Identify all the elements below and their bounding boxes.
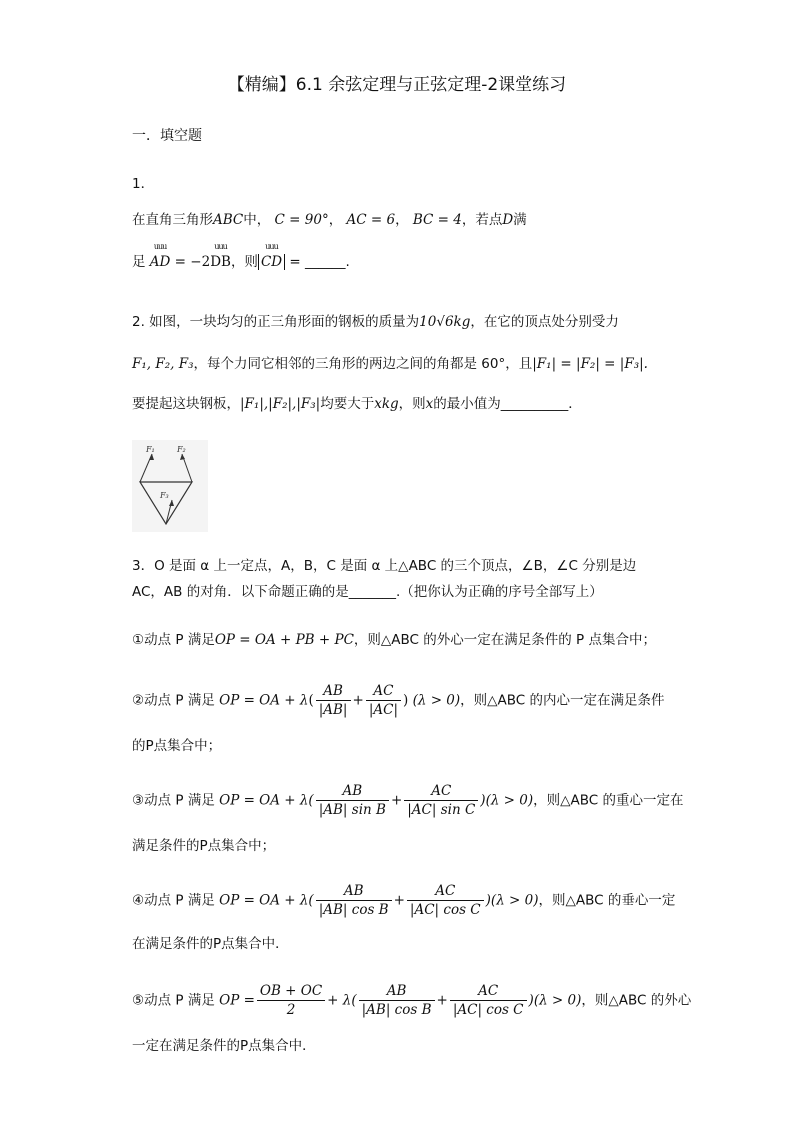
page-title: 【精编】6.1 余弦定理与正弦定理-2课堂练习 xyxy=(227,75,567,95)
q2-line3: 要提起这块钢板，|F₁|,|F₂|,|F₃|均要大于xkg，则x的最小值为__________． xyxy=(132,396,582,412)
force-label-f2: F₂ xyxy=(177,445,186,454)
option-5-cont: 一定在满足条件的P点集合中． xyxy=(132,1038,316,1054)
option-3: ③动点 P 满足 OP = OA + λ( $\frac{AB}{\text{|AB| sin B}}$ + $\frac{AC}{\text{|AC| sin C}}$ )(λ > 0)，则△ABC 的重心一定在 xyxy=(132,783,684,818)
option-4: ④动点 P 满足 OP = OA + λ( $\frac{AB}{\text{|AB| cos B}}$ + $\frac{AC}{\text{|AC| cos C}}$ )(λ > 0)，则△ABC 的垂心一定 xyxy=(132,883,676,918)
steel-plate-figure xyxy=(132,440,208,532)
option-2-cont: 的P点集合中； xyxy=(132,738,222,754)
option-5: ⑤动点 P 满足 OP = $\frac{OB + OC}{2}$ + λ( $\frac{AB}{\text{|AB| cos B}}$ + $\frac{AC}{\text{|AC| cos C}}$ )(λ > 0)，则△ABC 的外心 xyxy=(132,983,692,1018)
q3-line1: 3．O 是面 α 上一定点，A，B，C 是面 α 上△ABC 的三个顶点，∠B，∠C 分别是边 xyxy=(132,558,637,574)
q1-line1: 在直角三角形ABC中， C = 90°， AC = 6， BC = 4，若点D满 xyxy=(132,212,527,228)
force-label-f3: F₃ xyxy=(160,491,169,500)
q3-line2: AC，AB 的对角．以下命题正确的是_______.（把你认为正确的序号全部写上） xyxy=(132,584,603,600)
option-1: ①动点 P 满足OP = OA + PB + PC，则△ABC 的外心一定在满足条件的 P 点集合中； xyxy=(132,632,656,648)
force-label-f1: F₁ xyxy=(146,445,155,454)
option-2: ②动点 P 满足 OP = OA + λ( $\frac{AB}{|AB|}$ + $\frac{AC}{|AC|}$ ) (λ > 0)，则△ABC 的内心一定在满足条件 xyxy=(132,683,665,718)
section-heading: 一．填空题 xyxy=(132,128,202,144)
q1-number: 1． xyxy=(132,176,155,192)
q2-line2: F₁, F₂, F₃，每个力同它相邻的三角形的两边之间的角都是 60°，且|F₁| = |F₂| = |F₃|. xyxy=(132,356,648,372)
q2-line1: 2. 如图，一块均匀的正三角形面的钢板的质量为10√6kg，在它的顶点处分别受力 xyxy=(132,314,619,330)
option-4-cont: 在满足条件的P点集合中． xyxy=(132,936,289,952)
option-3-cont: 满足条件的P点集合中； xyxy=(132,838,276,854)
q1-line2: 足 uuu AD = −2uuu DB，则uuu CD = ______. xyxy=(132,252,350,272)
